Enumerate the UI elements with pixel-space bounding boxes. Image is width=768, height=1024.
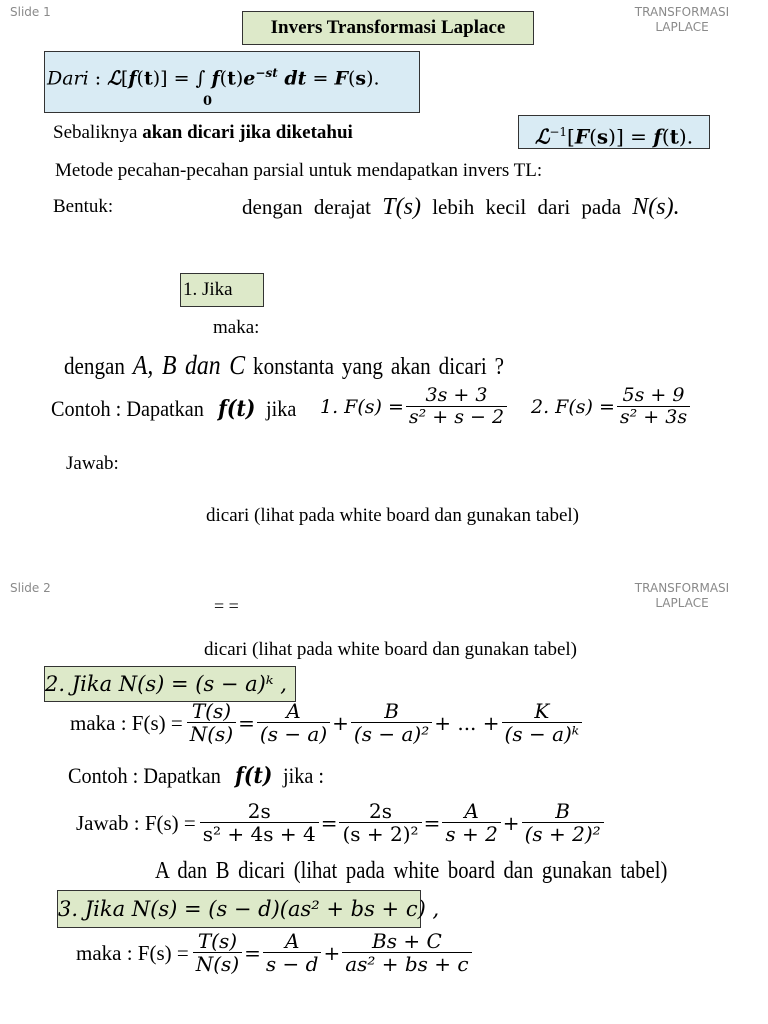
maka2-T: T(s)	[191, 699, 232, 723]
dari-label: Dari	[47, 67, 89, 90]
contoh2-jika: jika :	[282, 763, 325, 788]
maka3-T: T(s)	[197, 929, 238, 953]
maka2-K-den: (s − a)ᵏ	[502, 722, 583, 746]
jika1-box: 1. Jika	[180, 273, 264, 307]
contoh2-text: Contoh : Dapatkan	[68, 763, 221, 788]
slide2-number-label: Slide 2	[10, 581, 51, 595]
sebaliknya-prefix: Sebaliknya	[53, 122, 138, 143]
maka3-A-den: s − d	[263, 952, 322, 976]
konstanta-vars: A, B dan C	[132, 350, 246, 380]
konstanta-prefix: dengan	[64, 354, 125, 380]
maka2-N: N(s)	[187, 722, 236, 746]
maka2-B: B	[384, 699, 399, 723]
sebaliknya-bold: akan dicari jika diketahui	[142, 122, 353, 143]
jawab2-den2: (s + 2)²	[339, 822, 421, 846]
maka3-fraction-BC	[342, 930, 471, 976]
contoh2-line	[68, 763, 324, 789]
header-right-line1: TRANSFORMASI	[634, 5, 730, 19]
konstanta-line	[64, 350, 504, 381]
contoh2-ft: f(t)	[235, 763, 273, 789]
contoh1-example2	[531, 385, 692, 429]
maka2-fraction-TN	[187, 700, 236, 746]
contoh1-ex1-den: s² + s − 2	[406, 406, 507, 429]
maka2-B-den: (s − a)²	[351, 722, 432, 746]
contoh1-ex1-label: 1. F(s) =	[320, 395, 404, 418]
jawab2-fraction-A	[442, 800, 500, 846]
slide2-header-right-line2: LAPLACE	[655, 596, 709, 610]
contoh1-example1	[320, 385, 509, 429]
jawab1-label: Jawab:	[66, 453, 119, 474]
adanb-text: A dan B dicari (lihat pada white board dan gunakan tabel)	[155, 858, 668, 884]
jawab2-B: B	[555, 799, 570, 823]
jawab2-den1: s² + 4s + 4	[200, 822, 319, 846]
dicari2-text: dicari (lihat pada white board dan gunakan tabel)	[204, 639, 577, 660]
derajat-N: N(s).	[632, 194, 680, 220]
derajat-T: T(s)	[382, 194, 421, 220]
maka3-fraction-TN	[193, 930, 242, 976]
contoh1-ex2-fraction	[617, 385, 690, 429]
contoh1-ex2-num: 5s + 9	[622, 384, 685, 406]
jika3-box	[57, 890, 440, 928]
inverse-laplace-box: ℒ$^{-1}$[F(s)] = f(t).	[518, 115, 710, 149]
maka-label: maka:	[213, 317, 260, 338]
page-title: Invers Transformasi Laplace	[242, 11, 534, 45]
integral-lower-limit: 0	[203, 94, 213, 109]
maka3-BC: Bs + C	[372, 929, 442, 953]
contoh1-ex1-num: 3s + 3	[425, 384, 488, 406]
maka3-fraction-A	[263, 930, 322, 976]
equals-text: = =	[214, 596, 239, 616]
maka3-formula: maka : F(s) = $\frac{T(s)}{N(s)}$ = $\frac{A}{s - d}$ + $\frac{Bs + C}{\text{as² + bs + c}}$	[76, 930, 474, 976]
contoh1-jika: jika	[265, 396, 297, 421]
maka2-fraction-K	[502, 700, 583, 746]
jawab2-A: A	[464, 799, 479, 823]
contoh1-prefix-group	[51, 396, 296, 422]
maka2-A-den: (s − a)	[257, 722, 330, 746]
jawab2-num2: 2s	[369, 799, 393, 823]
jawab2-fraction2	[339, 800, 421, 846]
contoh1-prefix: Contoh : Dapatkan	[51, 396, 204, 421]
derajat-mid: lebih kecil dari pada	[432, 195, 622, 219]
contoh1-ex2-den: s² + 3s	[617, 406, 690, 429]
laplace-definition-box	[44, 51, 420, 113]
header-right-line2: LAPLACE	[655, 20, 709, 34]
dicari1-text: dicari (lihat pada white board dan gunakan tabel)	[206, 505, 579, 526]
jika2-box	[44, 666, 296, 702]
jawab2-fraction-B	[522, 800, 604, 846]
maka2-prefix: maka : F(s) =	[70, 710, 183, 735]
maka2-K: K	[534, 699, 550, 723]
contoh1-ex2-label: 2. F(s) =	[531, 395, 615, 418]
jawab2-num1: 2s	[247, 799, 271, 823]
maka2-A: A	[286, 699, 301, 723]
metode-text: Metode pecahan-pecahan parsial untuk mendapatkan invers TL:	[55, 160, 543, 181]
konstanta-suffix: konstanta yang akan dicari ?	[253, 354, 505, 380]
jawab2-B-den: (s + 2)²	[522, 822, 604, 846]
slide-header-right	[628, 5, 736, 35]
maka2-fraction-A	[257, 700, 330, 746]
maka2-dots: + ... +	[434, 711, 500, 735]
derajat-line	[242, 194, 680, 221]
jika2-text: 2. Jika N(s) = (s − a)ᵏ ,	[45, 672, 287, 696]
maka3-N: N(s)	[193, 952, 242, 976]
maka3-prefix: maka : F(s) =	[76, 940, 189, 965]
slide2-header-right	[628, 581, 736, 611]
maka2-formula: maka : F(s) = $\frac{T(s)}{N(s)}$ = $\frac{A}{(s - a)}$ + $\frac{B}{\text{(s − a)²}}$ + ... + $\frac{K}{\text{(s − a)ᵏ}}$	[70, 700, 584, 746]
slide2-header-right-line1: TRANSFORMASI	[634, 581, 730, 595]
maka2-fraction-B	[351, 700, 432, 746]
slide-number-label: Slide 1	[10, 5, 51, 19]
bentuk-label: Bentuk:	[53, 196, 114, 217]
contoh1-ex1-fraction	[406, 385, 507, 429]
contoh1-ft: f(t)	[218, 396, 256, 422]
maka3-BC-den: as² + bs + c	[342, 952, 471, 976]
derajat-text: dengan derajat	[242, 195, 372, 219]
jika3-text: 3. Jika N(s) = (s − d)(as² + bs + c) ,	[58, 897, 440, 921]
maka3-A: A	[284, 929, 300, 953]
jawab2-prefix: Jawab : F(s) =	[76, 810, 196, 835]
jawab2-formula: Jawab : F(s) = $\frac{2s}{\text{s² + 4s + 4}}$ = $\frac{2s}{\text{(s + 2)²}}$ = $\frac{A}{s + 2}$ + $\frac{B}{\text{(s + 2)²}}$	[76, 800, 606, 846]
laplace-definition-formula: Dari : ℒ[f(t)] = ∫ $f(t)e^{-st}$ dt = F(s).	[47, 66, 380, 90]
sebaliknya-line	[53, 122, 353, 144]
jawab2-A-den: s + 2	[442, 822, 500, 846]
jawab2-fraction1	[200, 800, 319, 846]
